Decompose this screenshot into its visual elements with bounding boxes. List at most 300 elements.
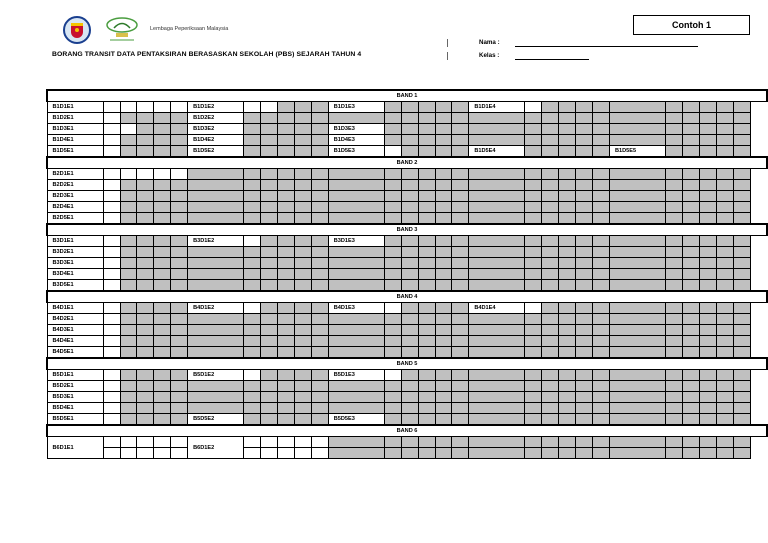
shaded-cell (401, 236, 418, 247)
criterion-code: B1D4E1 (47, 135, 103, 146)
shaded-cell (294, 347, 311, 359)
shaded-cell (244, 191, 261, 202)
shaded-cell (593, 180, 610, 191)
entry-cell[interactable] (278, 437, 295, 448)
shaded-cell (154, 280, 171, 292)
entry-cell[interactable] (103, 146, 120, 158)
shaded-cell (401, 336, 418, 347)
shaded-cell (418, 169, 435, 180)
shaded-cell (278, 113, 295, 124)
shaded-cell (137, 146, 154, 158)
entry-cell[interactable] (103, 135, 120, 146)
shaded-cell (525, 135, 542, 146)
entry-cell[interactable] (294, 448, 311, 459)
table-row (47, 135, 767, 146)
organization-name: Lembaga Peperiksaan Malaysia (150, 26, 229, 32)
shaded-cell (401, 303, 418, 314)
shaded-cell (294, 381, 311, 392)
criterion-code: B1D1E3 (328, 102, 384, 113)
table-row (47, 381, 767, 392)
shaded-cell (328, 381, 384, 392)
shaded-cell (593, 280, 610, 292)
shaded-cell (542, 314, 559, 325)
shaded-cell (154, 314, 171, 325)
criterion-code: B1D1E1 (47, 102, 103, 113)
shaded-cell (559, 269, 576, 280)
shaded-cell (699, 113, 716, 124)
entry-cell[interactable] (137, 437, 154, 448)
entry-cell[interactable] (244, 370, 261, 381)
shaded-cell (278, 280, 295, 292)
shaded-cell (609, 213, 665, 225)
shaded-cell (469, 336, 525, 347)
shaded-cell (154, 135, 171, 146)
shaded-cell (294, 169, 311, 180)
shaded-cell (469, 247, 525, 258)
shaded-cell (716, 202, 733, 213)
shaded-cell (716, 370, 733, 381)
entry-cell[interactable] (244, 303, 261, 314)
shaded-cell (294, 247, 311, 258)
shaded-cell (666, 336, 683, 347)
shaded-cell (542, 414, 559, 426)
shaded-cell (593, 102, 610, 113)
shaded-cell (666, 437, 683, 448)
shaded-cell (154, 236, 171, 247)
shaded-cell (559, 314, 576, 325)
shaded-cell (171, 403, 188, 414)
shaded-cell (542, 102, 559, 113)
shaded-cell (188, 202, 244, 213)
shaded-cell (682, 202, 699, 213)
shaded-cell (278, 381, 295, 392)
shaded-cell (666, 146, 683, 158)
shaded-cell (716, 437, 733, 448)
shaded-cell (244, 124, 261, 135)
shaded-cell (154, 303, 171, 314)
class-field[interactable] (515, 59, 589, 60)
criterion-code: B1D2E1 (47, 113, 103, 124)
criterion-code: B5D4E1 (47, 403, 103, 414)
shaded-cell (469, 269, 525, 280)
shaded-cell (137, 269, 154, 280)
shaded-cell (593, 325, 610, 336)
shaded-cell (452, 247, 469, 258)
entry-cell[interactable] (103, 403, 120, 414)
shaded-cell (576, 381, 593, 392)
shaded-cell (682, 370, 699, 381)
shaded-cell (278, 102, 295, 113)
shaded-cell (137, 314, 154, 325)
shaded-cell (294, 202, 311, 213)
shaded-cell (401, 202, 418, 213)
shaded-cell (435, 347, 452, 359)
shaded-cell (469, 448, 525, 459)
shaded-cell (294, 258, 311, 269)
shaded-cell (278, 202, 295, 213)
shaded-cell (154, 180, 171, 191)
shaded-cell (154, 191, 171, 202)
shaded-cell (525, 124, 542, 135)
shaded-cell (154, 124, 171, 135)
shaded-cell (559, 448, 576, 459)
shaded-cell (311, 113, 328, 124)
shaded-cell (435, 213, 452, 225)
entry-cell[interactable] (103, 247, 120, 258)
shaded-cell (154, 347, 171, 359)
shaded-cell (171, 191, 188, 202)
shaded-cell (593, 236, 610, 247)
entry-cell[interactable] (103, 102, 120, 113)
shaded-cell (542, 381, 559, 392)
shaded-cell (666, 269, 683, 280)
shaded-cell (435, 314, 452, 325)
shaded-cell (435, 381, 452, 392)
shaded-cell (278, 191, 295, 202)
shaded-cell (699, 280, 716, 292)
shaded-cell (576, 269, 593, 280)
shaded-cell (666, 180, 683, 191)
entry-cell[interactable] (384, 146, 401, 158)
shaded-cell (294, 269, 311, 280)
entry-cell[interactable] (103, 381, 120, 392)
entry-cell[interactable] (244, 102, 261, 113)
shaded-cell (525, 113, 542, 124)
shaded-cell (716, 403, 733, 414)
shaded-cell (294, 392, 311, 403)
criterion-code: B1D4E3 (328, 135, 384, 146)
shaded-cell (525, 213, 542, 225)
shaded-cell (609, 414, 665, 426)
shaded-cell (576, 303, 593, 314)
shaded-cell (682, 258, 699, 269)
shaded-cell (435, 124, 452, 135)
entry-cell[interactable] (103, 169, 120, 180)
entry-cell[interactable] (154, 169, 171, 180)
shaded-cell (733, 269, 750, 280)
shaded-cell (559, 437, 576, 448)
shaded-cell (733, 347, 750, 359)
criterion-code: B5D2E1 (47, 381, 103, 392)
shaded-cell (716, 113, 733, 124)
shaded-cell (576, 102, 593, 113)
shaded-cell (435, 325, 452, 336)
shaded-cell (682, 113, 699, 124)
shaded-cell (452, 414, 469, 426)
entry-cell[interactable] (171, 448, 188, 459)
entry-cell[interactable] (103, 213, 120, 225)
entry-cell[interactable] (311, 437, 328, 448)
entry-cell[interactable] (103, 269, 120, 280)
shaded-cell (452, 403, 469, 414)
shaded-cell (328, 392, 384, 403)
criterion-code: B2D2E1 (47, 180, 103, 191)
shaded-cell (171, 146, 188, 158)
shaded-cell (188, 347, 244, 359)
shaded-cell (699, 325, 716, 336)
shaded-cell (469, 381, 525, 392)
shaded-cell (733, 113, 750, 124)
entry-cell[interactable] (384, 370, 401, 381)
shaded-cell (328, 448, 384, 459)
entry-cell[interactable] (120, 437, 137, 448)
entry-cell[interactable] (154, 448, 171, 459)
shaded-cell (137, 247, 154, 258)
entry-cell[interactable] (154, 102, 171, 113)
entry-cell[interactable] (103, 414, 120, 426)
entry-cell[interactable] (294, 437, 311, 448)
entry-cell[interactable] (120, 448, 137, 459)
criterion-code: B2D3E1 (47, 191, 103, 202)
shaded-cell (576, 113, 593, 124)
band-header-row (47, 90, 767, 102)
entry-cell[interactable] (103, 280, 120, 292)
band-header-row (47, 291, 767, 303)
shaded-cell (576, 146, 593, 158)
criterion-code: B1D3E1 (47, 124, 103, 135)
entry-cell[interactable] (103, 113, 120, 124)
entry-cell[interactable] (171, 102, 188, 113)
table-row (47, 303, 767, 314)
shaded-cell (452, 381, 469, 392)
entry-cell[interactable] (103, 347, 120, 359)
shaded-cell (278, 247, 295, 258)
shaded-cell (733, 437, 750, 448)
shaded-cell (244, 202, 261, 213)
shaded-cell (244, 414, 261, 426)
shaded-cell (418, 414, 435, 426)
shaded-cell (452, 236, 469, 247)
shaded-cell (733, 191, 750, 202)
shaded-cell (609, 325, 665, 336)
shaded-cell (733, 247, 750, 258)
shaded-cell (452, 314, 469, 325)
shaded-cell (593, 303, 610, 314)
table-row (47, 146, 767, 158)
entry-cell[interactable] (103, 325, 120, 336)
shaded-cell (435, 258, 452, 269)
shaded-cell (699, 135, 716, 146)
entry-cell[interactable] (261, 102, 278, 113)
shaded-cell (452, 213, 469, 225)
entry-cell[interactable] (171, 169, 188, 180)
criterion-code: B2D1E1 (47, 169, 103, 180)
shaded-cell (418, 124, 435, 135)
entry-cell[interactable] (103, 303, 120, 314)
entry-cell[interactable] (103, 370, 120, 381)
shaded-cell (261, 269, 278, 280)
shaded-cell (278, 336, 295, 347)
table-row (47, 347, 767, 359)
entry-cell[interactable] (120, 169, 137, 180)
shaded-cell (294, 146, 311, 158)
entry-cell[interactable] (171, 437, 188, 448)
shaded-cell (452, 146, 469, 158)
shaded-cell (244, 146, 261, 158)
entry-cell[interactable] (244, 236, 261, 247)
criterion-code: B6D1E1 (47, 437, 103, 459)
entry-cell[interactable] (103, 180, 120, 191)
shaded-cell (311, 314, 328, 325)
table-row (47, 269, 767, 280)
shaded-cell (384, 336, 401, 347)
shaded-cell (609, 392, 665, 403)
shaded-cell (401, 280, 418, 292)
shaded-cell (384, 113, 401, 124)
shaded-cell (401, 414, 418, 426)
criterion-code: B2D5E1 (47, 213, 103, 225)
shaded-cell (188, 392, 244, 403)
shaded-cell (278, 236, 295, 247)
entry-cell[interactable] (103, 314, 120, 325)
shaded-cell (733, 213, 750, 225)
shaded-cell (525, 381, 542, 392)
shaded-cell (542, 135, 559, 146)
shaded-cell (120, 280, 137, 292)
table-row (47, 213, 767, 225)
shaded-cell (559, 202, 576, 213)
shaded-cell (542, 236, 559, 247)
shaded-cell (699, 448, 716, 459)
shaded-cell (154, 370, 171, 381)
shaded-cell (666, 414, 683, 426)
shaded-cell (733, 102, 750, 113)
shaded-cell (328, 213, 384, 225)
entry-cell[interactable] (103, 258, 120, 269)
entry-cell[interactable] (103, 336, 120, 347)
shaded-cell (559, 414, 576, 426)
shaded-cell (525, 414, 542, 426)
entry-cell[interactable] (525, 102, 542, 113)
shaded-cell (682, 314, 699, 325)
shaded-cell (311, 370, 328, 381)
shaded-cell (244, 135, 261, 146)
entry-cell[interactable] (261, 448, 278, 459)
entry-cell[interactable] (103, 437, 120, 448)
shaded-cell (699, 258, 716, 269)
shaded-cell (525, 169, 542, 180)
shaded-cell (401, 247, 418, 258)
shaded-cell (525, 347, 542, 359)
shaded-cell (278, 124, 295, 135)
shaded-cell (294, 280, 311, 292)
table-row (47, 437, 767, 448)
shaded-cell (576, 448, 593, 459)
shaded-cell (401, 325, 418, 336)
shaded-cell (452, 448, 469, 459)
shaded-cell (609, 403, 665, 414)
shaded-cell (278, 169, 295, 180)
shaded-cell (699, 202, 716, 213)
entry-cell[interactable] (525, 303, 542, 314)
shaded-cell (542, 448, 559, 459)
shaded-cell (278, 392, 295, 403)
shaded-cell (666, 247, 683, 258)
shaded-cell (609, 303, 665, 314)
entry-cell[interactable] (103, 448, 120, 459)
shaded-cell (593, 347, 610, 359)
shaded-cell (137, 213, 154, 225)
lembaga-peperiksaan-logo (102, 15, 142, 43)
shaded-cell (542, 247, 559, 258)
shaded-cell (418, 347, 435, 359)
entry-cell[interactable] (137, 448, 154, 459)
shaded-cell (542, 146, 559, 158)
criterion-code: B1D3E2 (188, 124, 244, 135)
shaded-cell (384, 403, 401, 414)
entry-cell[interactable] (120, 102, 137, 113)
shaded-cell (525, 236, 542, 247)
shaded-cell (120, 303, 137, 314)
shaded-cell (559, 135, 576, 146)
entry-cell[interactable] (384, 303, 401, 314)
entry-cell[interactable] (103, 191, 120, 202)
shaded-cell (716, 258, 733, 269)
shaded-cell (244, 403, 261, 414)
shaded-cell (576, 236, 593, 247)
shaded-cell (525, 448, 542, 459)
entry-cell[interactable] (244, 448, 261, 459)
shaded-cell (154, 113, 171, 124)
entry-cell[interactable] (103, 202, 120, 213)
entry-cell[interactable] (103, 392, 120, 403)
shaded-cell (593, 146, 610, 158)
shaded-cell (401, 381, 418, 392)
criterion-code: B5D5E1 (47, 414, 103, 426)
entry-cell[interactable] (137, 169, 154, 180)
shaded-cell (278, 325, 295, 336)
shaded-cell (328, 325, 384, 336)
entry-cell[interactable] (278, 448, 295, 459)
shaded-cell (278, 347, 295, 359)
shaded-cell (542, 180, 559, 191)
table-row (47, 169, 767, 180)
criterion-code: B1D3E3 (328, 124, 384, 135)
shaded-cell (137, 403, 154, 414)
name-field[interactable] (515, 46, 698, 47)
shaded-cell (733, 381, 750, 392)
table-row (47, 403, 767, 414)
shaded-cell (435, 414, 452, 426)
shaded-cell (311, 102, 328, 113)
shaded-cell (188, 213, 244, 225)
entry-cell[interactable] (261, 437, 278, 448)
shaded-cell (576, 124, 593, 135)
entry-cell[interactable] (154, 437, 171, 448)
shaded-cell (469, 135, 525, 146)
entry-cell[interactable] (103, 236, 120, 247)
entry-cell[interactable] (120, 124, 137, 135)
criterion-code: B3D1E3 (328, 236, 384, 247)
entry-cell[interactable] (137, 102, 154, 113)
shaded-cell (576, 437, 593, 448)
shaded-cell (609, 113, 665, 124)
shaded-cell (452, 180, 469, 191)
shaded-cell (666, 135, 683, 146)
shaded-cell (311, 347, 328, 359)
shaded-cell (401, 102, 418, 113)
entry-cell[interactable] (103, 124, 120, 135)
shaded-cell (452, 269, 469, 280)
entry-cell[interactable] (244, 437, 261, 448)
shaded-cell (188, 169, 244, 180)
shaded-cell (384, 169, 401, 180)
shaded-cell (733, 258, 750, 269)
entry-cell[interactable] (311, 448, 328, 459)
shaded-cell (120, 336, 137, 347)
shaded-cell (576, 414, 593, 426)
shaded-cell (525, 370, 542, 381)
